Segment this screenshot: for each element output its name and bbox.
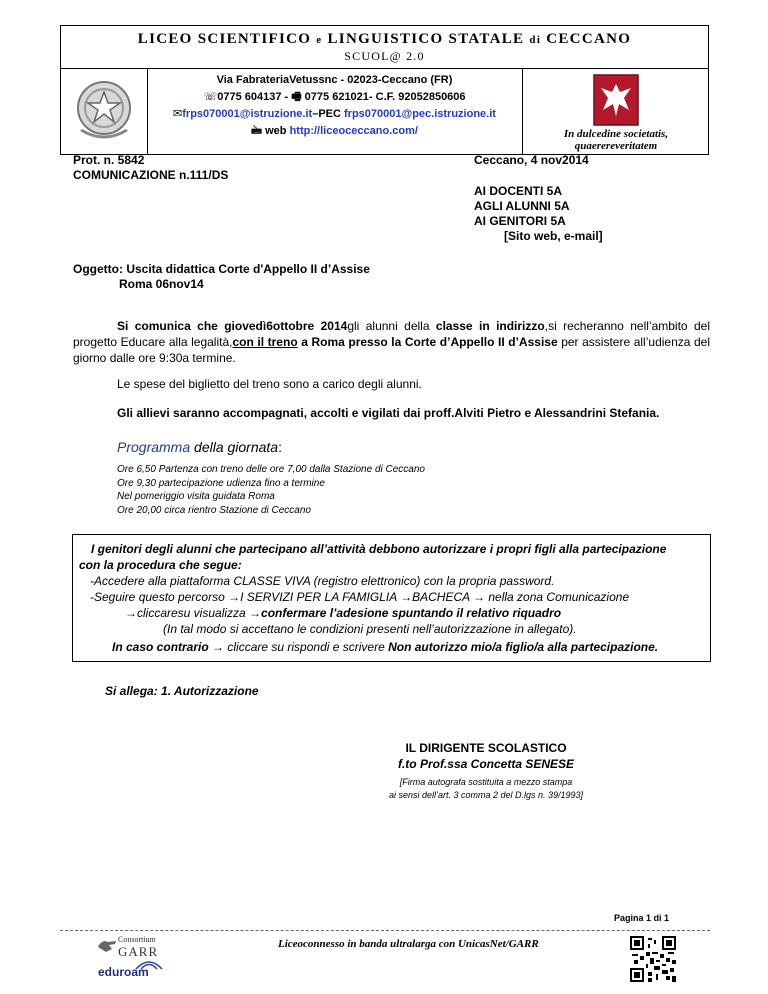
communication-number: COMUNICAZIONE n.111/DS [73,168,229,182]
box-line-7-c: Non autorizzo mio/a figlio/a alla partecipazione. [388,640,659,654]
programma-heading [117,439,282,455]
p1-train: con il treno [232,335,298,349]
subject-block [73,262,370,292]
programma-colon: : [278,439,282,455]
distribution-channel: [Sito web, e-mail] [504,229,603,243]
footer-divider [60,930,710,931]
letterhead [60,25,709,155]
ticket-costs: Le spese del biglietto del treno sono a carico degli alunni. [117,377,422,391]
eduroam-text: eduroam [98,965,149,979]
box-line-5 [125,605,561,621]
signature-name: f.to Prof.ssa Concetta SENESE [397,757,575,771]
phone-icon: ☏ [203,91,218,103]
title-text-2: LINGUISTICO STATALE [327,31,525,47]
box-line-7-b: cliccare su rispondi e scrivere [224,640,389,654]
p1-text: gli alunni della [347,319,436,333]
p1-project: ,si recheranno nell’ambito del progetto Educare alla legalità, [73,319,711,349]
phone-line [147,89,522,106]
attachment-note: Si allega: 1. Autorizzazione [105,684,259,698]
box-line-5-b: confermare l’adesione spuntando il relativo riquadro [261,606,562,620]
box-line-7 [112,639,658,655]
page-number: Pagina 1 di 1 [614,913,670,923]
email-link[interactable]: frps070001@istruzione.it [182,108,313,120]
pec-label: –PEC [312,108,344,120]
hand-icon [96,937,118,955]
recipient-teachers: AI DOCENTI 5A [474,184,563,198]
recipient-students: AGLI ALUNNI 5A [474,199,570,213]
title-conj: e [316,34,323,46]
box-line-4-a: -Seguire questo percorso [90,590,229,604]
fax: 0775 621021- C.F. 92052850606 [301,91,466,103]
signature-note-2: ai sensi dell’art. 3 comma 2 del D.lgs n. 39/1993] [388,790,584,800]
school-crest [522,68,709,154]
web-label: web [262,125,290,137]
title-text: LICEO SCIENTIFICO [137,31,312,47]
schedule-item: Ore 6,50 Partenza con treno delle ore 7,00 dalla Stazione di Ceccano [117,464,425,475]
web-line [147,123,522,140]
protocol-number: Prot. n. 5842 [73,153,145,167]
p1-purpose: per assistere all’udienza del giorno dalle ore 9:30a termine. [73,335,711,365]
document-date: Ceccano, 4 nov2014 [474,153,589,167]
arrow-right-icon: → [249,606,262,620]
box-line-4-b: I SERVIZI PER LA FAMIGLIA [240,590,401,604]
p1-class: classe in indirizzo [435,319,545,333]
footer-text: Liceoconnesso in banda ultralarga con UnicasNet/GARR [278,938,539,950]
schedule-item: Nel pomeriggio visita guidata Roma [117,491,275,502]
emblem-icon [61,68,147,154]
arrow-right-icon: → [400,590,413,604]
box-line-5-a: cliccaresu visualizza [137,606,250,620]
pec-link[interactable]: frps070001@pec.istruzione.it [344,108,496,120]
arrow-right-icon: → [228,590,241,604]
protocol-block [73,153,228,183]
procedure-box [72,534,711,662]
chaperones: Gli allievi saranno accompagnati, accolti e vigilati dai proff.Alviti Pietro e Alessandrini Stefania. [117,406,660,420]
arrow-right-icon: → [473,590,486,604]
programma-subtitle: della giornata [190,439,279,455]
qr-code-icon [630,936,676,982]
title-prep: di [529,34,542,46]
crest-icon [593,74,639,126]
signature-block [350,741,622,802]
motto-line-1: In dulcedine societatis, [563,128,669,140]
signature-title: IL DIRIGENTE SCOLASTICO [405,741,567,755]
box-line-7-a: In caso contrario [112,640,213,654]
box-line-2: con la procedura che segue: [79,558,242,572]
motto [523,128,709,152]
fax-icon: 🖷 [291,91,302,103]
web-link[interactable]: http://liceoceccano.com/ [289,125,418,137]
motto-line-2: quaerereveritatem [574,140,658,152]
box-line-6: (In tal modo si accettano le condizioni presenti nell’autorizzazione in allegato). [163,622,577,636]
box-line-4 [90,589,629,605]
garr-logo [96,935,166,985]
box-line-1: I genitori degli alunni che partecipano all’attività debbono autorizzare i propri figli alla partecipazione [91,542,667,556]
signature-note-1: [Firma autografa sostituita a mezzo stampa [399,777,573,787]
subject-line-2: Roma 06nov14 [119,277,204,291]
main-paragraph [73,318,710,366]
p1-date: Si comunica che giovedì6ottobre 2014 [117,319,348,333]
garr-text: GARR [118,944,159,959]
phone: 0775 604137 - [217,91,292,103]
schedule-list [117,463,425,517]
school-subtitle: SCUOL@ 2.0 [344,49,425,63]
computer-icon: 🖮 [251,125,263,137]
recipient-parents: AI GENITORI 5A [474,214,566,228]
consortium-text: Consortium [118,935,156,944]
address: Via FabrateriaVetussnc - 02023-Ceccano (FR) [216,74,453,86]
schedule-item: Ore 20,00 circa rientro Stazione di Ceccano [117,504,311,516]
republic-emblem [61,68,148,154]
subject-line-1: Oggetto: Uscita didattica Corte d'Appello II d’Assise [73,262,370,276]
arrow-right-icon: → [212,640,225,654]
date-recipients-block [474,153,603,244]
schedule-item: Ore 9,30 partecipazione udienza fino a termine [117,477,325,489]
school-title [61,26,708,69]
wifi-arc-icon [134,958,164,970]
email-line [147,106,522,123]
box-line-3: -Accedere alla piattaforma CLASSE VIVA (registro elettronico) con la propria password. [90,574,555,588]
title-city: CECCANO [546,31,632,47]
contact-block [147,68,522,154]
programma-title: Programma [117,439,191,455]
box-line-4-d: nella zona Comunicazione [485,590,630,604]
mail-icon: ✉ [173,108,183,120]
p1-destination: a Roma presso la Corte d’Appello II d’Assise [297,335,558,349]
box-line-4-c: BACHECA [412,590,474,604]
arrow-right-icon: → [125,606,137,620]
